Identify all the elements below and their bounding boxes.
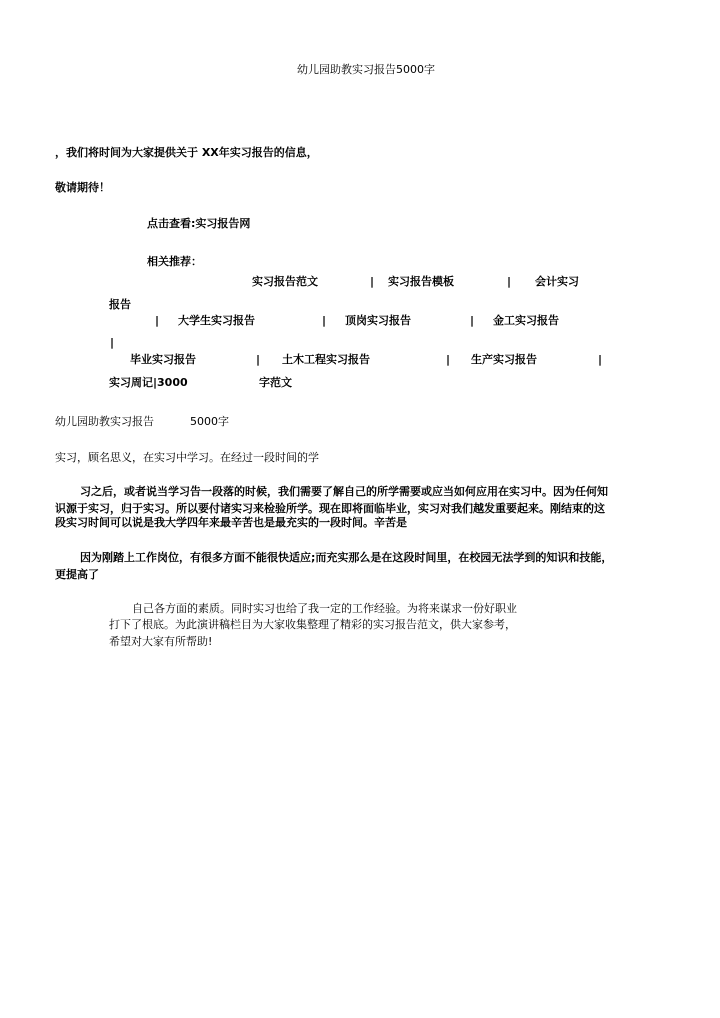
paragraph-4-line-1: 自己各方面的素质。同时实习也给了我一定的工作经验。为将来谋求一份好职业 (132, 602, 517, 615)
please-wait-text: 敬请期待！ (55, 181, 110, 194)
paragraph-4-line-3: 希望对大家有所帮助! (109, 635, 213, 648)
link-separator: | (446, 353, 451, 366)
intro-text: ，我们将时间为大家提供关于 XX年实习报告的信息， (55, 146, 318, 159)
link-separator: | (322, 314, 327, 327)
link-separator: | (110, 336, 115, 349)
link-internship-weekly-journal[interactable]: 实习周记|3000 (109, 376, 188, 389)
link-separator: | (598, 353, 603, 366)
section-title: 幼儿园助教实习报告 (55, 415, 154, 428)
paragraph-2-line-3: 段实习时间可以说是我大学四年来最辛苦也是最充实的一段时间。辛苦是 (55, 516, 407, 529)
related-label: 相关推荐： (147, 255, 202, 268)
link-accounting-internship-report[interactable]: 报告 (109, 298, 131, 311)
paragraph-2-line-2: 识源于实习，归于实习。所以要付诸实习来检验所学。现在即将面临毕业，实习对我们越发重要起来。刚结束的这 (55, 502, 605, 515)
link-production-internship-report[interactable]: 生产实习报告 (471, 353, 537, 366)
link-internship-report-samples[interactable]: 实习报告范文 (252, 275, 318, 288)
link-internship-weekly-journal-samples[interactable]: 字范文 (259, 376, 292, 389)
paragraph-3-line-2: 更提高了 (55, 568, 99, 581)
paragraph-4-line-2: 打下了根底。为此演讲稿栏目为大家收集整理了精彩的实习报告范文，供大家参考， (109, 618, 516, 631)
click-view-link[interactable]: 点击查看:实习报告网 (147, 217, 251, 230)
link-accounting-internship[interactable]: 会计实习 (535, 275, 579, 288)
link-civil-engineering-internship-report[interactable]: 土木工程实习报告 (282, 353, 370, 366)
link-separator: | (370, 275, 375, 288)
link-post-internship-report[interactable]: 顶岗实习报告 (345, 314, 411, 327)
link-separator: | (256, 353, 261, 366)
link-graduation-internship-report[interactable]: 毕业实习报告 (130, 353, 196, 366)
paragraph-3-line-1: 因为刚踏上工作岗位，有很多方面不能很快适应;而充实那么是在这段时间里，在校园无法学到的知识和技能， (80, 551, 613, 564)
document-title: 幼儿园助教实习报告5000字 (297, 63, 435, 76)
paragraph-2-line-1: 习之后，或者说当学习告一段落的时候，我们需要了解自己的所学需要或应当如何应用在实习中。因为任何知 (80, 485, 608, 498)
link-separator: | (470, 314, 475, 327)
link-separator: | (155, 314, 160, 327)
link-college-internship-report[interactable]: 大学生实习报告 (178, 314, 255, 327)
link-separator: | (507, 275, 512, 288)
link-metalwork-internship-report[interactable]: 金工实习报告 (493, 314, 559, 327)
link-internship-report-template[interactable]: 实习报告模板 (388, 275, 454, 288)
section-word-count: 5000字 (190, 415, 229, 428)
paragraph-1: 实习，顾名思义，在实习中学习。在经过一段时间的学 (55, 451, 319, 464)
